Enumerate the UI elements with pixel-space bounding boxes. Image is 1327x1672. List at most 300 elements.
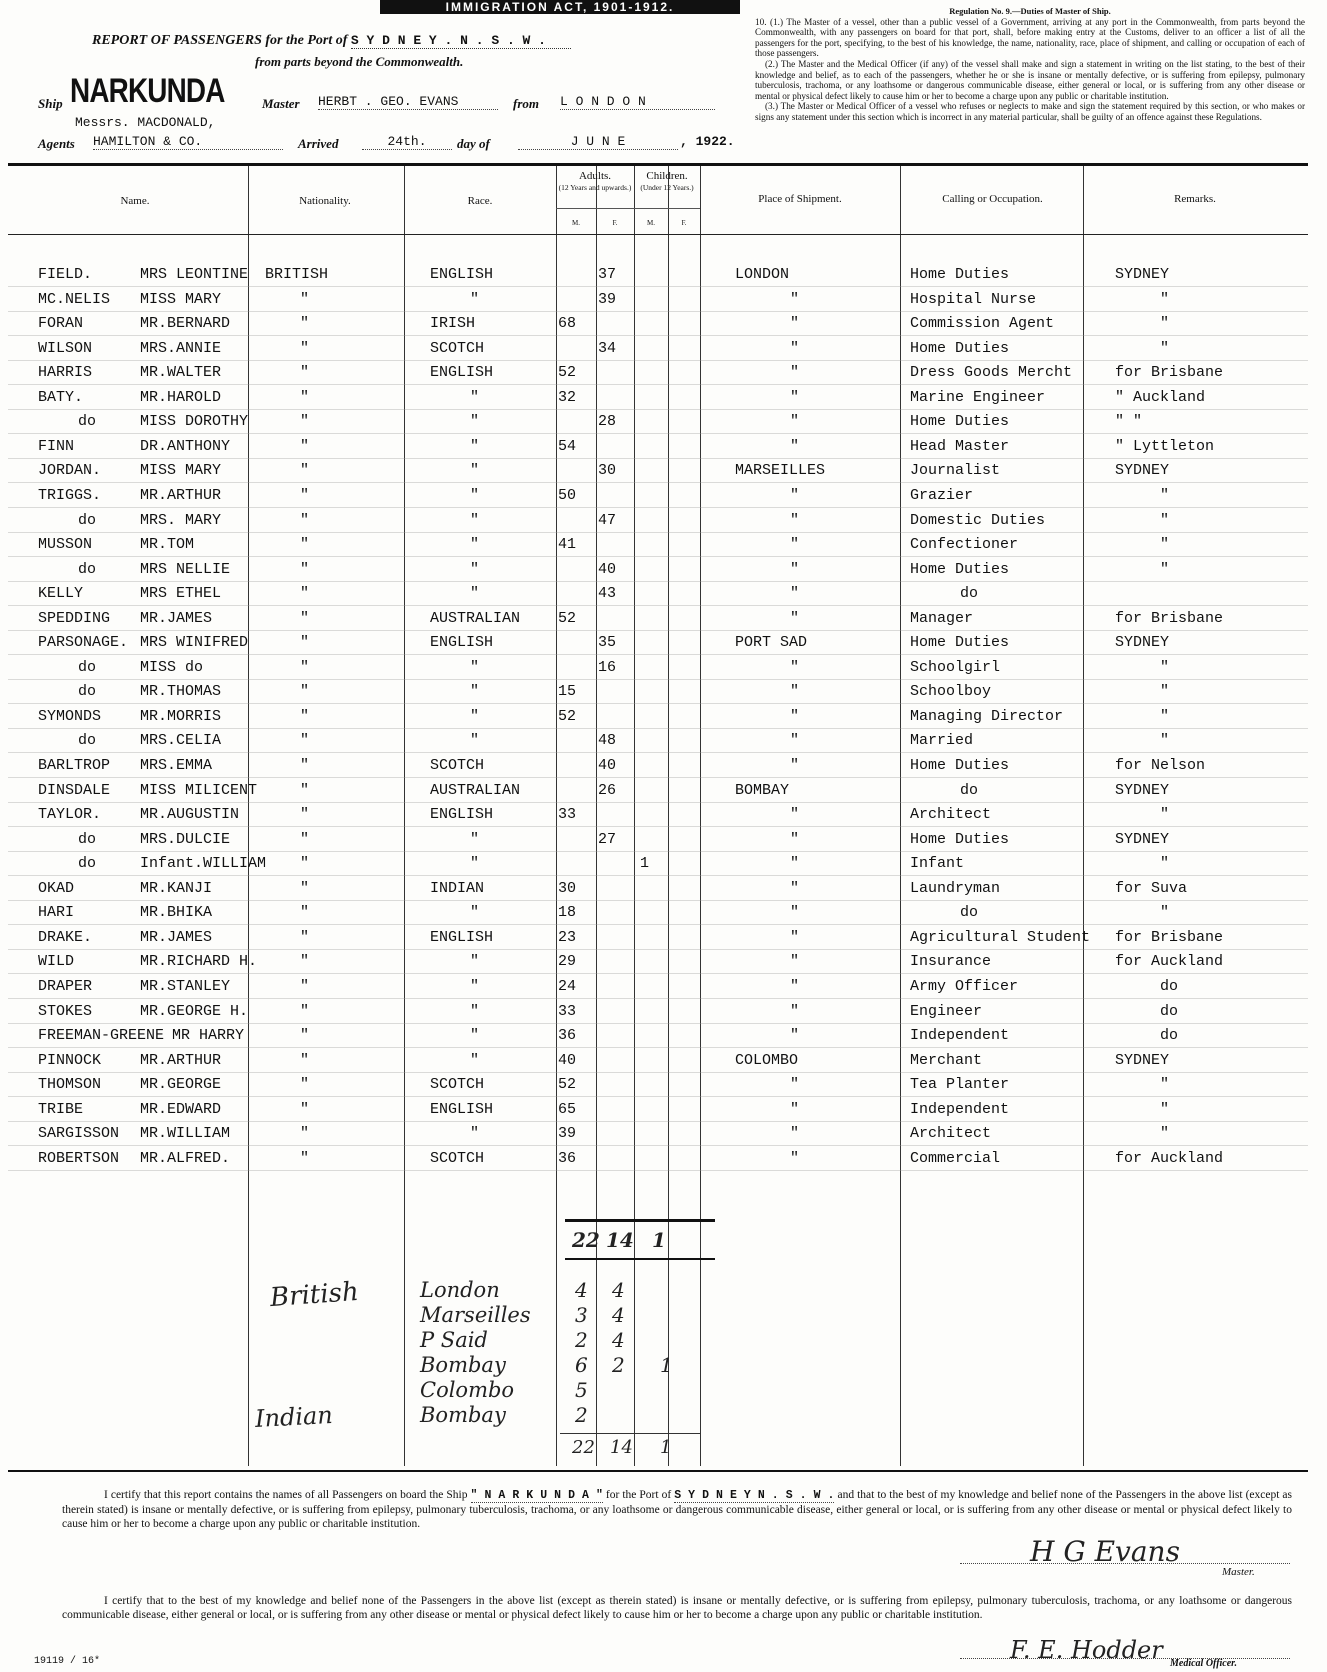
- cell-given-name: MR.THOMAS: [140, 683, 222, 700]
- cell-place-of-shipment: ": [790, 413, 800, 430]
- cell-remarks: for Auckland: [1115, 953, 1224, 970]
- cell-race: ": [470, 1125, 480, 1142]
- cell-remarks: ": [1160, 536, 1170, 553]
- row-guide-line: [8, 1170, 1308, 1171]
- table-row: [0, 929, 1327, 951]
- table-row: [0, 1125, 1327, 1147]
- cell-remarks: ": [1160, 708, 1170, 725]
- table-row: [0, 1003, 1327, 1025]
- row-guide-line: [8, 998, 1308, 999]
- cell-surname: SARGISSON: [38, 1125, 120, 1142]
- cell-adult-male: 40: [558, 1052, 577, 1069]
- report-title: [92, 33, 571, 49]
- master-label: Master.: [1222, 1566, 1255, 1578]
- cell-place-of-shipment: COLOMBO: [735, 1052, 799, 1069]
- cell-adult-male: 41: [558, 536, 577, 553]
- table-row: [0, 315, 1327, 337]
- cell-nationality: ": [300, 413, 310, 430]
- table-row: [0, 291, 1327, 313]
- table-row: [0, 806, 1327, 828]
- cell-calling: Hospital Nurse: [910, 291, 1037, 308]
- ship-name: NARKUNDA: [70, 72, 225, 110]
- master-name: HERBT . GEO. EVANS: [318, 94, 498, 110]
- cell-place-of-shipment: ": [790, 904, 800, 921]
- table-row: [0, 512, 1327, 534]
- cell-calling: Architect: [910, 1125, 992, 1142]
- arrival-year: , 1922.: [680, 134, 735, 149]
- cell-surname: WILD: [38, 953, 75, 970]
- cell-adult-male: 65: [558, 1101, 577, 1118]
- cell-surname: do: [78, 659, 97, 676]
- agents-label: Agents: [38, 136, 75, 151]
- cell-remarks: ": [1160, 487, 1170, 504]
- medical-certificate: [62, 1594, 1292, 1622]
- row-guide-line: [8, 1023, 1308, 1024]
- cell-race: ": [470, 536, 480, 553]
- cell-adult-male: 15: [558, 683, 577, 700]
- cell-adult-male: 50: [558, 487, 577, 504]
- arrived-day: 24th.: [362, 134, 452, 150]
- cell-place-of-shipment: ": [790, 929, 800, 946]
- arrival-month: J U N E: [518, 134, 678, 150]
- cell-race: ": [470, 708, 480, 725]
- regulation-para-3: (3.) The Master or Medical Officer of a vessel who refuses or neglects to make and sign the statement required by this section, or who makes or signs any statement under this section which is incorrect in any material particular, shall be guilty of an offence against these Regulations.: [755, 101, 1305, 122]
- medical-signature: F. E. Hodder: [1010, 1636, 1163, 1664]
- cell-nationality: ": [300, 1076, 310, 1093]
- cell-surname: BARLTROP: [38, 757, 111, 774]
- cell-surname: BATY.: [38, 389, 84, 406]
- cell-surname: do: [78, 855, 97, 872]
- cell-remarks: for Brisbane: [1115, 610, 1224, 627]
- cell-race: ": [470, 1052, 480, 1069]
- regulation-para-1: 10. (1.) The Master of a vessel, other than a public vessel of a Government, arriving at any port in the Commonwealth, from parts beyond the Commonwealth, with any passengers on board for that port, shall, before making entry at the Customs, deliver to an officer a list of all the passengers for the port, specifying, to the best of his knowledge, the name, nationality, race, place of shipment, and calling or occupation of each of those passengers.: [755, 16, 1305, 59]
- master-cert-text-b: for the Port of: [605, 1489, 672, 1501]
- cell-adult-female: 40: [598, 757, 617, 774]
- cell-remarks: for Auckland: [1115, 1150, 1224, 1167]
- cell-adult-male: 24: [558, 978, 577, 995]
- cell-calling: Managing Director: [910, 708, 1064, 725]
- cell-surname: do: [78, 831, 97, 848]
- cell-calling: Home Duties: [910, 266, 1010, 283]
- row-guide-line: [8, 360, 1308, 361]
- cell-calling: Army Officer: [910, 978, 1019, 995]
- summary-male: 3: [575, 1303, 588, 1327]
- cell-adult-female: 40: [598, 561, 617, 578]
- summary-child: 1: [660, 1353, 673, 1377]
- summary-male: 5: [575, 1378, 588, 1402]
- table-row: [0, 1027, 1327, 1049]
- cell-given-name: MR.ARTHUR: [140, 1052, 222, 1069]
- cell-adult-male: 39: [558, 1125, 577, 1142]
- table-row: [0, 266, 1327, 288]
- summary-place: Marseilles: [420, 1303, 531, 1327]
- cell-surname: do: [78, 683, 97, 700]
- cell-calling: Home Duties: [910, 340, 1010, 357]
- cell-nationality: ": [300, 1150, 310, 1167]
- row-guide-line: [8, 851, 1308, 852]
- cell-place-of-shipment: ": [790, 585, 800, 602]
- cell-remarks: ": [1160, 1101, 1170, 1118]
- row-guide-line: [8, 1047, 1308, 1048]
- cell-race: ": [470, 683, 480, 700]
- cell-given-name: MRS.CELIA: [140, 732, 222, 749]
- cell-nationality: ": [300, 536, 310, 553]
- cell-place-of-shipment: ": [790, 806, 800, 823]
- summary-british: British: [269, 1276, 360, 1314]
- cell-race: ": [470, 1027, 480, 1044]
- cell-nationality: ": [300, 782, 310, 799]
- row-guide-line: [8, 482, 1308, 483]
- cell-race: SCOTCH: [430, 757, 485, 774]
- table-row: [0, 683, 1327, 705]
- cell-remarks: for Suva: [1115, 880, 1188, 897]
- table-row: [0, 782, 1327, 804]
- cell-calling: Home Duties: [910, 634, 1010, 651]
- cell-surname: SPEDDING: [38, 610, 111, 627]
- cell-place-of-shipment: ": [790, 978, 800, 995]
- row-guide-line: [8, 654, 1308, 655]
- cell-given-name: MRS. MARY: [140, 512, 222, 529]
- cell-surname: HARRIS: [38, 364, 93, 381]
- cell-race: ": [470, 585, 480, 602]
- regulation-para-2: (2.) The Master and the Medical Officer (if any) of the vessel shall make and sign a statement in writing on the list stating, to the best of their knowledge and belief, as to each of the passengers, whether he or she is insane or mentally defective, or is suffering from epilepsy, pulmonary tuberculosis, trachoma, or any loathsome or dangerous communicable disease, either general or local, or is suffering from any other disease or mental or physical defect likely to cause him or her to become a charge upon any public or charitable institution.: [755, 58, 1305, 101]
- master-certificate: [62, 1488, 1292, 1531]
- cell-nationality: ": [300, 610, 310, 627]
- cell-remarks: " Lyttleton: [1115, 438, 1215, 455]
- cell-remarks: ": [1160, 291, 1170, 308]
- act-title: IMMIGRATION ACT, 1901-1912.: [380, 0, 740, 14]
- cell-nationality: ": [300, 487, 310, 504]
- cell-remarks: do: [1160, 1027, 1179, 1044]
- table-row: [0, 831, 1327, 853]
- cell-given-name: MRS.DULCIE: [140, 831, 231, 848]
- cell-place-of-shipment: ": [790, 880, 800, 897]
- cell-adult-male: 33: [558, 806, 577, 823]
- header-bottom-rule: [8, 234, 1308, 235]
- cell-given-name: MR.RICHARD H.: [140, 953, 258, 970]
- summary-male: 6: [575, 1353, 588, 1377]
- col-name: Name.: [120, 195, 150, 207]
- cell-surname: FREEMAN-GREENE: [38, 1027, 165, 1044]
- cell-adult-male: 29: [558, 953, 577, 970]
- report-title-label: REPORT OF PASSENGERS for the Port of: [92, 33, 348, 48]
- cell-given-name: MR.HAROLD: [140, 389, 222, 406]
- form-number: 19119 / 16*: [34, 1656, 101, 1667]
- col-remarks: Remarks.: [1174, 193, 1216, 205]
- cell-race: SCOTCH: [430, 1076, 485, 1093]
- cell-nationality: ": [300, 683, 310, 700]
- arrived-label: Arrived: [298, 136, 339, 151]
- cell-nationality: ": [300, 315, 310, 332]
- cell-surname: do: [78, 561, 97, 578]
- cell-place-of-shipment: ": [790, 315, 800, 332]
- master-cert-text-c: and that to the best of my knowledge and belief none of the Passengers in the above list (except as therein stated) is insane or mentally defective, or is suffering from epilepsy, pulmonary tuberculosis, trachoma, or any loathsome or dangerous communicable disease, either general or local, or is suffering from any other disease or mental or physical defect likely to cause him or her to become a charge upon any public or charitable institution.: [62, 1489, 1293, 1530]
- cell-calling: Home Duties: [910, 413, 1010, 430]
- cell-nationality: ": [300, 904, 310, 921]
- cell-calling: Married: [910, 732, 974, 749]
- row-guide-line: [8, 581, 1308, 582]
- cell-nationality: ": [300, 806, 310, 823]
- cell-race: IRISH: [430, 315, 476, 332]
- summary-total-f: 14: [610, 1437, 633, 1458]
- cell-remarks: ": [1160, 732, 1170, 749]
- cell-remarks: for Brisbane: [1115, 364, 1224, 381]
- cell-given-name: MR HARRY: [172, 1027, 245, 1044]
- cell-given-name: MR.AUGUSTIN: [140, 806, 240, 823]
- table-row: [0, 610, 1327, 632]
- cell-nationality: ": [300, 831, 310, 848]
- cell-adult-male: 23: [558, 929, 577, 946]
- cell-given-name: MRS.ANNIE: [140, 340, 222, 357]
- cell-nationality: ": [300, 978, 310, 995]
- cell-surname: DINSDALE: [38, 782, 111, 799]
- agents-name: HAMILTON & CO.: [93, 134, 283, 150]
- cell-race: SCOTCH: [430, 1150, 485, 1167]
- cell-race: ": [470, 732, 480, 749]
- table-row: [0, 1150, 1327, 1172]
- cell-adult-female: 28: [598, 413, 617, 430]
- cell-race: ": [470, 953, 480, 970]
- cell-surname: do: [78, 413, 97, 430]
- col-child-m: M.: [647, 219, 655, 227]
- cell-given-name: MISS do: [140, 659, 204, 676]
- cell-place-of-shipment: ": [790, 1027, 800, 1044]
- cell-adult-female: 27: [598, 831, 617, 848]
- cell-nationality: ": [300, 389, 310, 406]
- cell-race: AUSTRALIAN: [430, 782, 521, 799]
- row-guide-line: [8, 703, 1308, 704]
- cell-remarks: ": [1160, 561, 1170, 578]
- cell-race: ": [470, 413, 480, 430]
- certificate-rule: [8, 1470, 1308, 1472]
- master-label: Master: [262, 96, 300, 111]
- cell-surname: KELLY: [38, 585, 84, 602]
- master-signature-line: [960, 1563, 1290, 1564]
- from-port: L O N D O N: [560, 94, 715, 110]
- cell-given-name: Infant.WILLIAM: [140, 855, 267, 872]
- col-children-sub: (Under 12 Years.): [640, 183, 694, 192]
- col-race: Race.: [467, 195, 493, 207]
- table-row: [0, 880, 1327, 902]
- table-row: [0, 659, 1327, 681]
- cell-place-of-shipment: ": [790, 1101, 800, 1118]
- table-row: [0, 1076, 1327, 1098]
- cell-given-name: MR.JAMES: [140, 610, 213, 627]
- cell-remarks: ": [1160, 904, 1170, 921]
- cell-place-of-shipment: MARSEILLES: [735, 462, 826, 479]
- row-guide-line: [8, 1145, 1308, 1146]
- summary-place: Bombay: [420, 1353, 506, 1377]
- row-guide-line: [8, 1096, 1308, 1097]
- cell-calling: Insurance: [910, 953, 992, 970]
- cell-given-name: MISS MARY: [140, 291, 222, 308]
- row-guide-line: [8, 1121, 1308, 1122]
- summary-female: 4: [612, 1303, 625, 1327]
- cell-given-name: MR.BERNARD: [140, 315, 231, 332]
- cell-adult-male: 18: [558, 904, 577, 921]
- row-guide-line: [8, 1072, 1308, 1073]
- row-guide-line: [8, 605, 1308, 606]
- cell-place-of-shipment: ": [790, 610, 800, 627]
- regulation-text: [755, 6, 1305, 123]
- table-row: [0, 585, 1327, 607]
- table-row: [0, 732, 1327, 754]
- cell-given-name: MRS.EMMA: [140, 757, 213, 774]
- row-guide-line: [8, 556, 1308, 557]
- cell-given-name: MR.STANLEY: [140, 978, 231, 995]
- cell-adult-female: 35: [598, 634, 617, 651]
- cell-surname: PARSONAGE.: [38, 634, 129, 651]
- medical-label: Medical Officer.: [1170, 1658, 1238, 1669]
- cell-calling: Laundryman: [910, 880, 1001, 897]
- cell-race: ": [470, 291, 480, 308]
- cell-calling: Commission Agent: [910, 315, 1055, 332]
- cell-calling: Schoolgirl: [910, 659, 1001, 676]
- cell-race: ": [470, 462, 480, 479]
- summary-indian: Indian: [254, 1400, 334, 1434]
- cell-race: ": [470, 512, 480, 529]
- row-guide-line: [8, 875, 1308, 876]
- summary-female: 4: [612, 1278, 625, 1302]
- col-adults-sub: (12 Years and upwards.): [558, 183, 632, 192]
- cell-given-name: MRS LEONTINE: [140, 266, 249, 283]
- table-row: [0, 855, 1327, 877]
- cell-race: ": [470, 389, 480, 406]
- from-label: from: [513, 96, 539, 111]
- summary-place: London: [420, 1278, 500, 1302]
- cell-adult-female: 47: [598, 512, 617, 529]
- cell-place-of-shipment: ": [790, 561, 800, 578]
- cell-calling: Home Duties: [910, 757, 1010, 774]
- cell-nationality: ": [300, 438, 310, 455]
- cell-nationality: ": [300, 880, 310, 897]
- cell-adult-female: 39: [598, 291, 617, 308]
- cell-remarks: SYDNEY: [1115, 831, 1170, 848]
- table-row: [0, 487, 1327, 509]
- cell-surname: TRIGGS.: [38, 487, 102, 504]
- cell-surname: FINN: [38, 438, 75, 455]
- cell-remarks: SYDNEY: [1115, 266, 1170, 283]
- cell-surname: WILSON: [38, 340, 93, 357]
- cell-given-name: MRS NELLIE: [140, 561, 231, 578]
- day-of-label: day of: [457, 136, 490, 151]
- row-guide-line: [8, 679, 1308, 680]
- cell-calling: do: [960, 904, 979, 921]
- cell-place-of-shipment: ": [790, 364, 800, 381]
- cell-surname: TRIBE: [38, 1101, 84, 1118]
- cell-calling: Schoolboy: [910, 683, 992, 700]
- summary-male: 2: [575, 1328, 588, 1352]
- cell-calling: Dress Goods Mercht: [910, 364, 1073, 381]
- cell-surname: FORAN: [38, 315, 84, 332]
- cell-given-name: MRS ETHEL: [140, 585, 222, 602]
- cell-place-of-shipment: ": [790, 683, 800, 700]
- table-row: [0, 389, 1327, 411]
- cell-nationality: ": [300, 929, 310, 946]
- cell-calling: Home Duties: [910, 831, 1010, 848]
- cell-surname: DRAKE.: [38, 929, 93, 946]
- cell-remarks: do: [1160, 978, 1179, 995]
- cell-remarks: SYDNEY: [1115, 782, 1170, 799]
- cell-nationality: ": [300, 462, 310, 479]
- cell-nationality: ": [300, 1125, 310, 1142]
- cell-surname: FIELD.: [38, 266, 93, 283]
- row-guide-line: [8, 335, 1308, 336]
- cell-remarks: SYDNEY: [1115, 1052, 1170, 1069]
- cell-remarks: ": [1160, 315, 1170, 332]
- row-guide-line: [8, 507, 1308, 508]
- total-adult-m: 22: [572, 1228, 600, 1252]
- row-guide-line: [8, 458, 1308, 459]
- cell-remarks: SYDNEY: [1115, 634, 1170, 651]
- cell-adult-male: 36: [558, 1027, 577, 1044]
- cell-calling: Journalist: [910, 462, 1001, 479]
- col-nationality: Nationality.: [299, 195, 351, 207]
- cell-race: ": [470, 831, 480, 848]
- summary-total-c: 1: [660, 1437, 672, 1458]
- cell-place-of-shipment: ": [790, 732, 800, 749]
- cell-adult-female: 34: [598, 340, 617, 357]
- cell-race: INDIAN: [430, 880, 485, 897]
- cell-adult-male: 33: [558, 1003, 577, 1020]
- cell-surname: SYMONDS: [38, 708, 102, 725]
- cell-given-name: MISS MILICENT: [140, 782, 258, 799]
- regulation-heading: Regulation No. 9.—Duties of Master of Ship.: [949, 6, 1111, 16]
- cell-place-of-shipment: BOMBAY: [735, 782, 790, 799]
- col-place: Place of Shipment.: [758, 193, 842, 205]
- cell-adult-female: 37: [598, 266, 617, 283]
- cell-nationality: ": [300, 757, 310, 774]
- cell-adult-male: 54: [558, 438, 577, 455]
- master-cert-ship: " N A R K U N D A ": [470, 1489, 603, 1502]
- table-row: [0, 462, 1327, 484]
- ship-label: Ship: [38, 96, 63, 111]
- cell-race: ": [470, 1003, 480, 1020]
- row-guide-line: [8, 630, 1308, 631]
- total-child-m: 1: [652, 1228, 666, 1252]
- cell-adult-male: 52: [558, 610, 577, 627]
- cell-calling: Infant: [910, 855, 965, 872]
- table-row: [0, 413, 1327, 435]
- cell-race: ": [470, 487, 480, 504]
- cell-place-of-shipment: ": [790, 487, 800, 504]
- cell-race: ENGLISH: [430, 364, 494, 381]
- cell-place-of-shipment: ": [790, 512, 800, 529]
- master-cert-port: S Y D N E Y N . S . W .: [674, 1489, 835, 1502]
- cell-place-of-shipment: LONDON: [735, 266, 790, 283]
- cell-surname: MUSSON: [38, 536, 93, 553]
- table-row: [0, 757, 1327, 779]
- cell-remarks: ": [1160, 340, 1170, 357]
- cell-calling: Grazier: [910, 487, 974, 504]
- cell-place-of-shipment: ": [790, 1150, 800, 1167]
- total-adult-f: 14: [606, 1228, 634, 1252]
- summary-place: P Said: [420, 1328, 488, 1352]
- cell-nationality: ": [300, 659, 310, 676]
- cell-place-of-shipment: ": [790, 757, 800, 774]
- col-adults: Adults.: [578, 170, 612, 182]
- cell-race: SCOTCH: [430, 340, 485, 357]
- cell-race: ": [470, 904, 480, 921]
- cell-place-of-shipment: ": [790, 389, 800, 406]
- cell-adult-female: 30: [598, 462, 617, 479]
- cell-nationality: ": [300, 340, 310, 357]
- cell-place-of-shipment: ": [790, 1125, 800, 1142]
- table-row: [0, 536, 1327, 558]
- row-guide-line: [8, 728, 1308, 729]
- table-row: [0, 953, 1327, 975]
- master-signature: H G Evans: [1030, 1535, 1180, 1568]
